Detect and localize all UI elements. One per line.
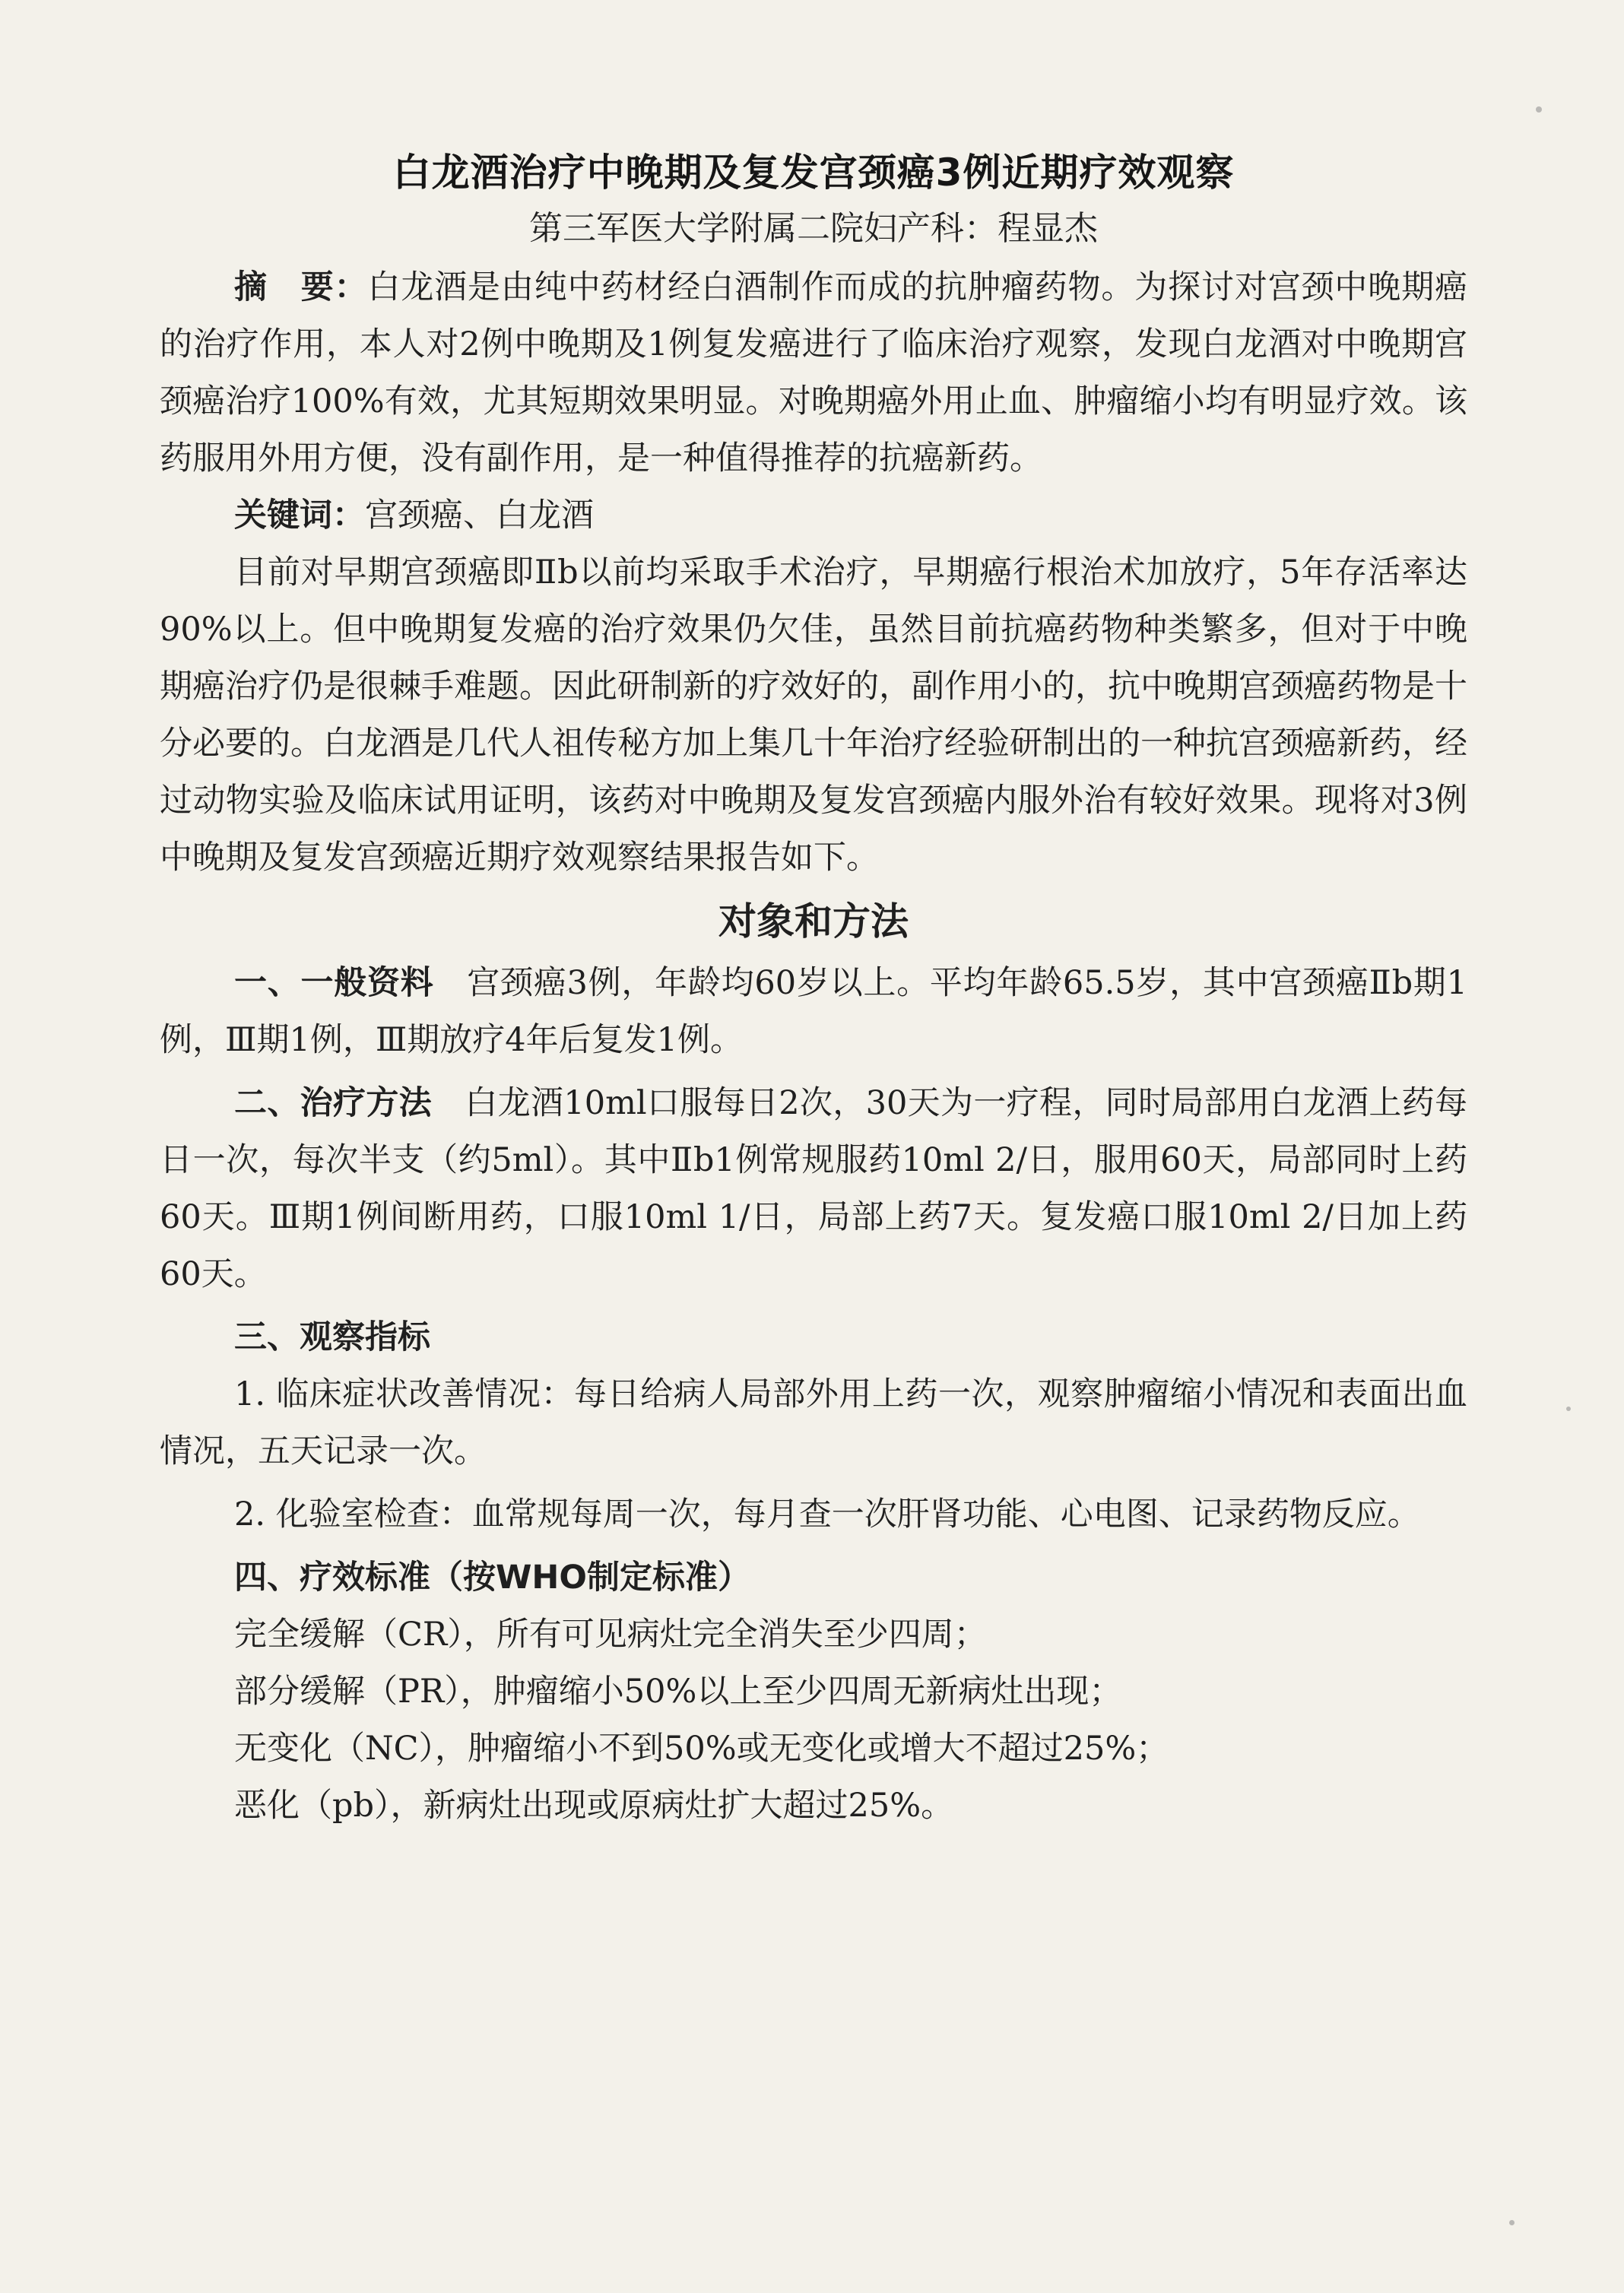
section-heading: 对象和方法 [718, 899, 909, 944]
keywords-line [160, 487, 1467, 544]
abstract-text: 白龙酒是由纯中药材经白酒制作而成的抗肿瘤药物。为探讨对宫颈中晚期癌的治疗作用，本人对2例中晚期及1例复发癌进行了临床治疗观察，发现白龙酒对中晚期宫颈癌治疗100%有效，尤其短期效果明显。对晚期癌外用止血、肿瘤缩小均有明显疗效。该药服用外用方便，没有副作用，是一种值得推荐的抗癌新药。 [160, 268, 1468, 477]
general-label: 一、一般资料 [234, 964, 434, 1002]
treatment-paragraph [160, 1075, 1467, 1303]
document-page [160, 148, 1467, 1835]
treatment-label: 二、治疗方法 [234, 1084, 433, 1122]
criteria-nc: 无变化（NC），肿瘤缩小不到50%或无变化或增大不超过25%； [234, 1730, 1169, 1768]
intro-paragraph: 目前对早期宫颈癌即Ⅱb以前均采取手术治疗，早期癌行根治术加放疗，5年存活率达90%以上。但中晚期复发癌的治疗效果仍欠佳，虽然目前抗癌药物种类繁多，但对于中晚期癌治疗仍是很棘手难题。因此研制新的疗效好的，副作用小的，抗中晚期宫颈癌药物是十分必要的。白龙酒是几代人祖传秘方加上集几十年治疗经验研制出的一种抗宫颈癌新药，经过动物实验及临床试用证明，该药对中晚期及复发宫颈癌内服外治有较好效果。现将对3例中晚期及复发宫颈癌近期疗效观察结果报告如下。 [160, 553, 1467, 877]
scan-speck [1566, 1407, 1571, 1411]
abstract-paragraph [160, 259, 1467, 487]
keywords-label: 关键词： [234, 496, 365, 534]
article-title: 白龙酒治疗中晚期及复发宫颈癌3例近期疗效观察 [392, 151, 1235, 195]
treatment-text: 白龙酒10ml口服每日2次，30天为一疗程，同时局部用白龙酒上药每日一次，每次半支（约5ml）。其中Ⅱb1例常规服药10ml 2/日，服用60天，局部同时上药60天。Ⅲ期1例间断用药，口服10ml 1/日，局部上药7天。复发癌口服10ml 2/日加上药60天。 [160, 1084, 1468, 1293]
general-text: 宫颈癌3例，年龄均60岁以上。平均年龄65.5岁，其中宫颈癌Ⅱb期1例，Ⅲ期1例，Ⅲ期放疗4年后复发1例。 [160, 964, 1467, 1059]
criteria-cr: 完全缓解（CR），所有可见病灶完全消失至少四周； [234, 1616, 987, 1654]
general-paragraph [160, 955, 1467, 1069]
keywords-text: 宫颈癌、白龙酒 [365, 496, 594, 534]
criteria-pd: 恶化（pb），新病灶出现或原病灶扩大超过25%。 [234, 1787, 954, 1825]
abstract-label: 摘 要： [234, 268, 368, 306]
scan-speck [1509, 2220, 1515, 2225]
observation-item-2: 2. 化验室检查：血常规每周一次，每月查一次肝肾功能、心电图、记录药物反应。 [234, 1495, 1420, 1533]
criteria-heading: 四、疗效标准（按WHO制定标准） [234, 1559, 750, 1597]
author-line: 第三军医大学附属二院妇产科：程显杰 [529, 209, 1098, 248]
observation-heading: 三、观察指标 [234, 1318, 430, 1356]
criteria-pr: 部分缓解（PR），肿瘤缩小50%以上至少四周无新病灶出现； [234, 1673, 1122, 1711]
scan-speck [1536, 106, 1542, 113]
observation-item-1: 1. 临床症状改善情况：每日给病人局部外用上药一次，观察肿瘤缩小情况和表面出血情况，五天记录一次。 [160, 1375, 1467, 1470]
